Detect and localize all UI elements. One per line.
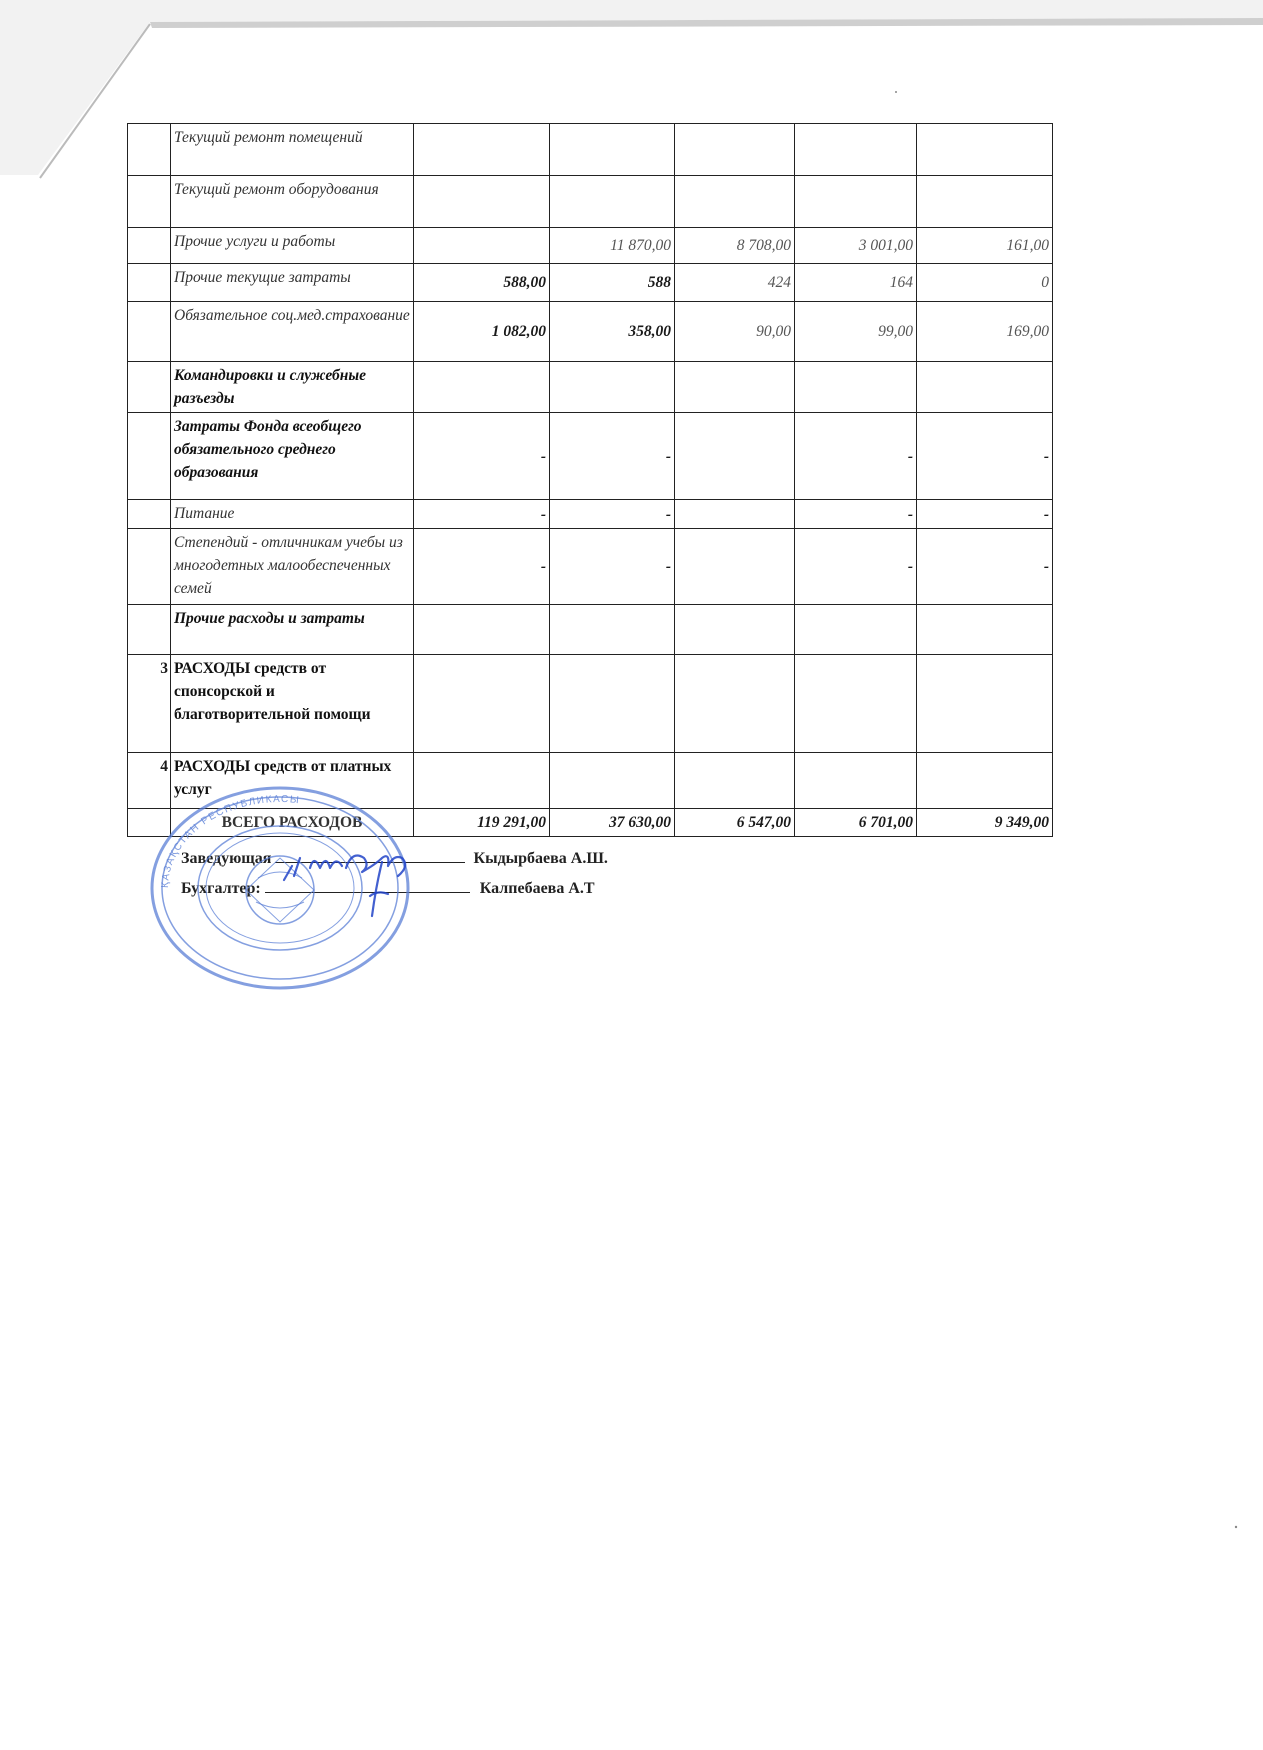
cell-value: - xyxy=(795,500,917,529)
table-row xyxy=(128,500,1053,529)
cell-value xyxy=(675,413,795,500)
stamp-text: ҚАЗАҚСТАН РЕСПУБЛИКАСЫ xyxy=(159,793,301,889)
row-number xyxy=(128,228,171,264)
cell-value xyxy=(550,362,675,413)
row-number: 3 xyxy=(128,655,171,753)
row-label: Затраты Фонда всеобщего обязательного среднего образования xyxy=(171,413,414,500)
cell-value: 161,00 xyxy=(917,228,1053,264)
cell-value: 588,00 xyxy=(414,264,550,302)
cell-value xyxy=(675,124,795,176)
cell-value: 164 xyxy=(795,264,917,302)
cell-value xyxy=(675,605,795,655)
row-number xyxy=(128,176,171,228)
total-label: ВСЕГО РАСХОДОВ xyxy=(171,809,414,837)
cell-value xyxy=(917,124,1053,176)
table-row xyxy=(128,302,1053,362)
head-title: Заведующая xyxy=(181,850,272,867)
row-label: Обязательное соц.мед.страхование xyxy=(171,302,414,362)
total-value: 6 701,00 xyxy=(795,809,917,837)
cell-value xyxy=(550,124,675,176)
row-number: 4 xyxy=(128,753,171,809)
table-row xyxy=(128,529,1053,605)
row-label: Текущий ремонт оборудования xyxy=(171,176,414,228)
cell-value xyxy=(550,605,675,655)
row-number xyxy=(128,302,171,362)
table-row xyxy=(128,264,1053,302)
head-name: Кыдырбаева А.Ш. xyxy=(473,850,608,867)
cell-value xyxy=(414,228,550,264)
cell-value: 169,00 xyxy=(917,302,1053,362)
total-value: 9 349,00 xyxy=(917,809,1053,837)
cell-value xyxy=(795,655,917,753)
row-label: РАСХОДЫ средств от платных услуг xyxy=(171,753,414,809)
cell-value xyxy=(917,605,1053,655)
row-label: Прочие услуги и работы xyxy=(171,228,414,264)
cell-value: - xyxy=(414,529,550,605)
cell-value xyxy=(550,176,675,228)
cell-value: 424 xyxy=(675,264,795,302)
cell-value: 3 001,00 xyxy=(795,228,917,264)
row-label: Питание xyxy=(171,500,414,529)
cell-value: 11 870,00 xyxy=(550,228,675,264)
total-value: 37 630,00 xyxy=(550,809,675,837)
cell-value xyxy=(414,362,550,413)
cell-value xyxy=(917,753,1053,809)
accountant-title: Бухгалтер: xyxy=(181,880,261,897)
row-number xyxy=(128,124,171,176)
cell-value xyxy=(917,176,1053,228)
cell-value: 99,00 xyxy=(795,302,917,362)
cell-value: 90,00 xyxy=(675,302,795,362)
cell-value: - xyxy=(917,413,1053,500)
accountant-name: Калпебаева А.Т xyxy=(479,880,595,897)
expenses-table xyxy=(127,123,1053,837)
cell-value: 588 xyxy=(550,264,675,302)
cell-value: - xyxy=(414,500,550,529)
cell-value: - xyxy=(795,529,917,605)
cell-value xyxy=(414,753,550,809)
cell-value xyxy=(414,655,550,753)
table-row xyxy=(128,655,1053,753)
cell-value: 0 xyxy=(917,264,1053,302)
total-value: 119 291,00 xyxy=(414,809,550,837)
handwritten-signature-image xyxy=(270,836,460,926)
cell-value xyxy=(795,124,917,176)
cell-value: - xyxy=(917,529,1053,605)
cell-value xyxy=(917,655,1053,753)
cell-value xyxy=(675,529,795,605)
cell-value xyxy=(795,753,917,809)
cell-value: 8 708,00 xyxy=(675,228,795,264)
cell-value xyxy=(675,362,795,413)
table-row xyxy=(128,124,1053,176)
row-number xyxy=(128,529,171,605)
row-label: РАСХОДЫ средств от спонсорской и благотворительной помощи xyxy=(171,655,414,753)
total-value: 6 547,00 xyxy=(675,809,795,837)
table-row xyxy=(128,228,1053,264)
cell-value xyxy=(550,753,675,809)
cell-value xyxy=(795,605,917,655)
row-label: Прочие текущие затраты xyxy=(171,264,414,302)
row-label: Степендий - отличникам учебы из многодетных малообеспеченных семей xyxy=(171,529,414,605)
cell-value: - xyxy=(917,500,1053,529)
cell-value xyxy=(675,500,795,529)
row-number xyxy=(128,605,171,655)
table-row xyxy=(128,362,1053,413)
cell-value xyxy=(675,176,795,228)
row-number xyxy=(128,500,171,529)
cell-value xyxy=(550,655,675,753)
cell-value: - xyxy=(550,529,675,605)
table-row xyxy=(128,176,1053,228)
cell-value xyxy=(795,362,917,413)
row-label: Прочие расходы и затраты xyxy=(171,605,414,655)
cell-value xyxy=(414,124,550,176)
cell-value xyxy=(917,362,1053,413)
cell-value: 1 082,00 xyxy=(414,302,550,362)
table-row xyxy=(128,413,1053,500)
cell-value: - xyxy=(550,500,675,529)
cell-value: - xyxy=(414,413,550,500)
cell-value xyxy=(675,753,795,809)
row-label: Текущий ремонт помещений xyxy=(171,124,414,176)
cell-value: - xyxy=(795,413,917,500)
cell-value: - xyxy=(550,413,675,500)
cell-value xyxy=(675,655,795,753)
table-row xyxy=(128,605,1053,655)
cell-value xyxy=(414,176,550,228)
row-number xyxy=(128,264,171,302)
cell-value xyxy=(414,605,550,655)
row-number xyxy=(128,362,171,413)
row-number xyxy=(128,413,171,500)
row-label: Командировки и служебные разъезды xyxy=(171,362,414,413)
cell-value xyxy=(795,176,917,228)
cell-value: 358,00 xyxy=(550,302,675,362)
